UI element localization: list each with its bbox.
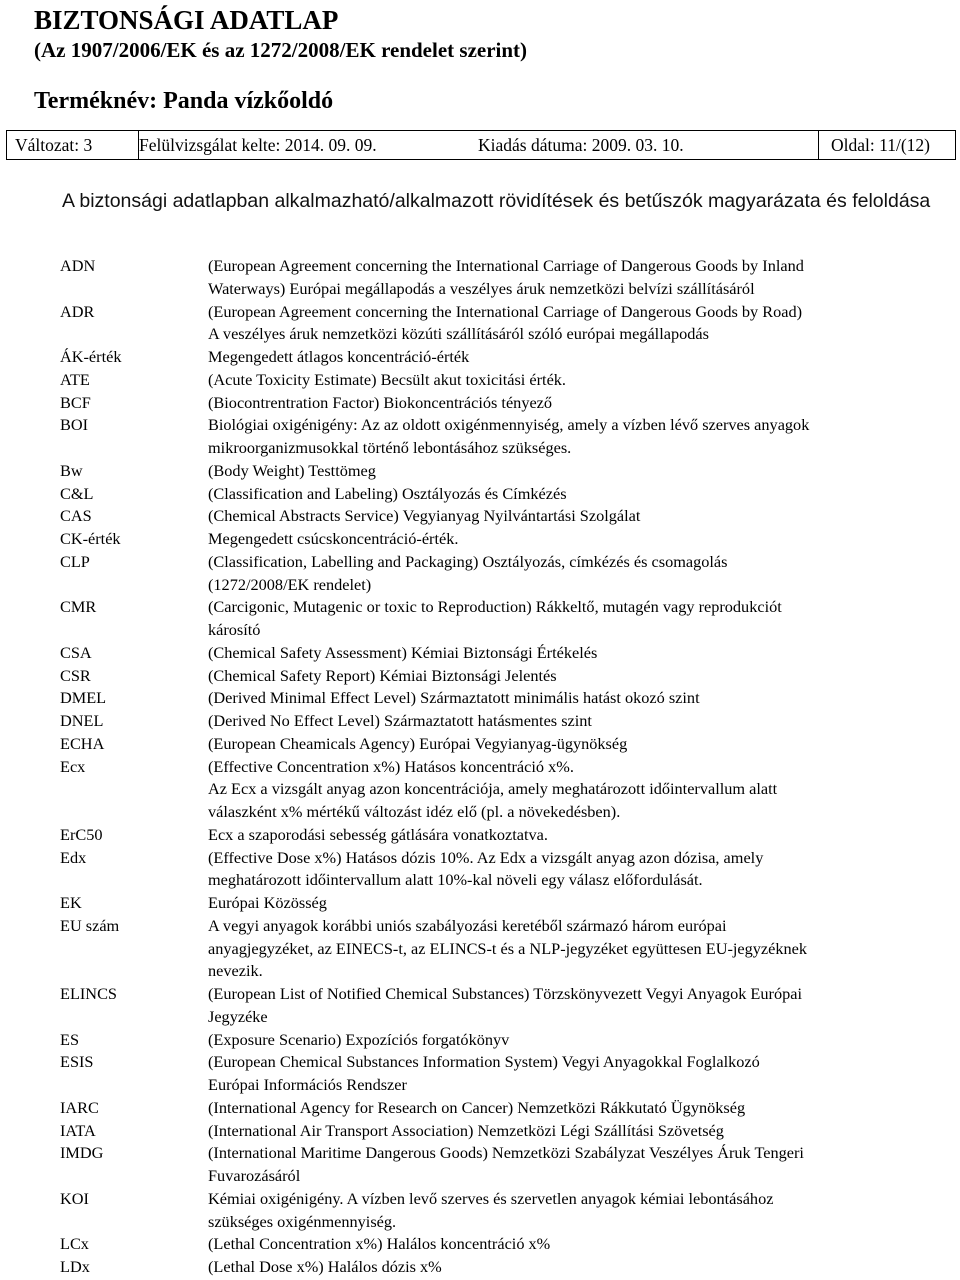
abbreviation-term: BOI	[60, 415, 89, 435]
abbreviation-definition	[208, 1097, 948, 1120]
abbreviation-definition	[208, 1256, 948, 1279]
abbreviation-definition	[208, 1188, 948, 1234]
definition-line: (Classification and Labeling) Osztályozás és Címkézés	[208, 483, 567, 503]
abbreviation-definition	[208, 414, 948, 460]
abbreviation-term: Edx	[60, 847, 87, 867]
abbreviation-definition	[208, 892, 948, 915]
section-title: A biztonsági adatlapban alkalmazható/alkalmazott rövidítések és betűszók magyarázata és feloldása	[62, 190, 931, 212]
abbreviation-definition	[208, 847, 948, 893]
glossary-row	[0, 1188, 960, 1234]
glossary-row	[0, 687, 960, 710]
definition-line: (Exposure Scenario) Expozíciós forgatókönyv	[208, 1029, 510, 1049]
abbreviation-definition	[208, 915, 948, 983]
definition-line: (Acute Toxicity Estimate) Becsült akut toxicitási érték.	[208, 369, 567, 389]
glossary-row	[0, 505, 960, 528]
definition-line: Waterways) Európai megállapodás a veszélyes áruk nemzetközi belvízi szállításáról	[208, 278, 755, 298]
abbreviation-definition	[208, 346, 948, 369]
abbreviation-term: EK	[60, 893, 82, 912]
abbreviation-term: ADR	[60, 301, 95, 321]
glossary-row	[0, 710, 960, 733]
glossary-row	[0, 596, 960, 642]
abbreviation-definition	[208, 369, 948, 392]
abbreviation-term: Bw	[60, 460, 83, 480]
definition-line: meghatározott időintervallum alatt 10%-kal növeli egy válasz előfordulását.	[208, 870, 703, 890]
definition-line: (European Cheamicals Agency) Európai Vegyianyag-ügynökség	[208, 733, 628, 753]
document-subtitle: (Az 1907/2006/EK és az 1272/2008/EK rendelet szerint)	[34, 38, 528, 62]
abbreviation-term: ECHA	[60, 733, 105, 753]
definition-line: (Classification, Labelling and Packaging) Osztályozás, címkézés és csomagolás	[208, 551, 728, 571]
definition-line: (International Air Transport Association) Nemzetközi Légi Szállítási Szövetség	[208, 1120, 724, 1140]
abbreviation-term: BCF	[60, 392, 91, 412]
definition-line: (Biocontrentration Factor) Biokoncentrációs tényező	[208, 392, 553, 412]
abbreviation-term: Ecx	[60, 756, 86, 776]
glossary-row	[0, 460, 960, 483]
abbreviation-term: LDx	[60, 1257, 90, 1276]
glossary-row	[0, 824, 960, 847]
abbreviation-term: ErC50	[60, 824, 103, 844]
abbreviation-definition	[208, 756, 948, 824]
abbreviation-definition	[208, 1051, 948, 1097]
glossary-row	[0, 847, 960, 893]
definition-line: (European Agreement concerning the International Carriage of Dangerous Goods by Road)	[208, 301, 803, 321]
definition-line: A veszélyes áruk nemzetközi közúti szállításáról szóló európai megállapodás	[208, 324, 709, 344]
abbreviation-definition	[208, 1120, 948, 1143]
glossary-row	[0, 1120, 960, 1143]
glossary-row	[0, 1256, 960, 1279]
definition-line: (Body Weight) Testtömeg	[208, 460, 376, 480]
definition-line: (Carcigonic, Mutagenic or toxic to Reproduction) Rákkeltő, mutagén vagy reprodukciót	[208, 597, 782, 617]
glossary-row	[0, 301, 960, 347]
glossary-row	[0, 733, 960, 756]
abbreviation-definition	[208, 687, 948, 710]
glossary-row	[0, 892, 960, 915]
abbreviation-definition	[208, 596, 948, 642]
abbreviation-term: DMEL	[60, 688, 107, 708]
abbreviation-term: IATA	[60, 1120, 96, 1140]
definition-line: (Lethal Dose x%) Halálos dózis x%	[208, 1257, 442, 1276]
definition-line: (Chemical Safety Assessment) Kémiai Biztonsági Értékelés	[208, 642, 598, 662]
abbreviation-definition	[208, 824, 948, 847]
glossary-row	[0, 642, 960, 665]
abbreviation-glossary	[0, 255, 960, 1279]
abbreviation-term: IMDG	[60, 1143, 104, 1163]
definition-line: (Chemical Abstracts Service) Vegyianyag Nyilvántartási Szolgálat	[208, 506, 641, 526]
glossary-row	[0, 1051, 960, 1097]
definition-line: (International Maritime Dangerous Goods) Nemzetközi Szabályzat Veszélyes Áruk Tengeri	[208, 1143, 804, 1163]
glossary-row	[0, 551, 960, 597]
definition-line: Ecx a szaporodási sebesség gátlására vonatkoztatva.	[208, 824, 548, 844]
definition-line: Fuvarozásáról	[208, 1166, 301, 1185]
glossary-row	[0, 1097, 960, 1120]
abbreviation-definition	[208, 483, 948, 506]
definition-line: (International Agency for Research on Cancer) Nemzetközi Rákkutató Ügynökség	[208, 1097, 746, 1117]
definition-line: (European Chemical Substances Information System) Vegyi Anyagokkal Foglalkozó	[208, 1052, 760, 1072]
version-cell	[7, 134, 138, 156]
abbreviation-definition	[208, 665, 948, 688]
definition-line: Megengedett csúcskoncentráció-érték.	[208, 529, 459, 548]
abbreviation-definition	[208, 528, 948, 551]
abbreviation-definition	[208, 1233, 948, 1256]
definition-line: (European List of Notified Chemical Substances) Törzskönyvezett Vegyi Anyagok Európai	[208, 984, 802, 1003]
revision-date-text: Felülvizsgálat kelte: 2014. 09. 09.	[139, 135, 377, 155]
definition-line: Európai Közösség	[208, 893, 327, 912]
abbreviation-term: CMR	[60, 597, 97, 617]
glossary-row	[0, 528, 960, 551]
abbreviation-term: CAS	[60, 506, 92, 526]
glossary-row	[0, 1029, 960, 1052]
abbreviation-term: KOI	[60, 1188, 89, 1208]
abbreviation-term: CSA	[60, 642, 92, 662]
definition-line: (Derived No Effect Level) Származtatott hatásmentes szint	[208, 711, 592, 730]
glossary-row	[0, 1142, 960, 1188]
glossary-row	[0, 665, 960, 688]
definition-line: Az Ecx a vizsgált anyag azon koncentrációja, amely meghatározott időintervallum alatt	[208, 779, 778, 799]
abbreviation-definition	[208, 983, 948, 1029]
abbreviation-definition	[208, 392, 948, 415]
definition-line: (European Agreement concerning the International Carriage of Dangerous Goods by Inland	[208, 256, 804, 275]
abbreviation-term: IARC	[60, 1097, 99, 1117]
glossary-row	[0, 1233, 960, 1256]
abbreviation-definition	[208, 642, 948, 665]
abbreviation-term: DNEL	[60, 711, 104, 730]
glossary-row	[0, 983, 960, 1029]
definition-line: (Effective Concentration x%) Hatásos koncentráció x%.	[208, 756, 574, 776]
abbreviation-term: ATE	[60, 369, 90, 389]
abbreviation-definition	[208, 505, 948, 528]
glossary-row	[0, 369, 960, 392]
definition-line: A vegyi anyagok korábbi uniós szabályozási keretéből származó három európai	[208, 915, 727, 935]
abbreviation-definition	[208, 1142, 948, 1188]
abbreviation-term: EU szám	[60, 915, 120, 935]
definition-line: szükséges oxigénmennyiség.	[208, 1211, 397, 1231]
definition-line: Biológiai oxigénigény: Az az oldott oxigénmennyiség, amely a vízben lévő szerves anyagok	[208, 415, 810, 435]
abbreviation-definition	[208, 733, 948, 756]
abbreviation-definition	[208, 460, 948, 483]
definition-line: (Lethal Concentration x%) Halálos koncentráció x%	[208, 1234, 551, 1254]
revision-cell	[138, 131, 478, 159]
definition-line: mikroorganizmusokkal történő lebontásához szükséges.	[208, 438, 572, 457]
abbreviation-definition	[208, 1029, 948, 1052]
definition-line: Jegyzéke	[208, 1006, 268, 1026]
glossary-row	[0, 255, 960, 301]
glossary-row	[0, 756, 960, 824]
abbreviation-definition	[208, 710, 948, 733]
glossary-row	[0, 346, 960, 369]
glossary-row	[0, 414, 960, 460]
definition-line: nevezik.	[208, 961, 263, 981]
abbreviation-definition	[208, 255, 948, 301]
document-meta-bar	[6, 130, 956, 160]
abbreviation-definition	[208, 551, 948, 597]
glossary-row	[0, 915, 960, 983]
abbreviation-term: C&L	[60, 483, 94, 503]
issue-cell	[478, 131, 818, 159]
definition-line: (Chemical Safety Report) Kémiai Biztonsági Jelentés	[208, 665, 557, 685]
page-number-text: Oldal: 11/(12)	[831, 135, 930, 155]
abbreviation-term: LCx	[60, 1234, 89, 1254]
abbreviation-term: ESIS	[60, 1052, 94, 1072]
definition-line: (Derived Minimal Effect Level) Származtatott minimális hatást okozó szint	[208, 688, 700, 708]
definition-line: Európai Információs Rendszer	[208, 1075, 407, 1094]
abbreviation-term: ELINCS	[60, 984, 117, 1003]
abbreviation-term: CK-érték	[60, 529, 121, 548]
document-title: BIZTONSÁGI ADATLAP	[34, 5, 339, 35]
definition-line: Kémiai oxigénigény. A vízben levő szerves és szervetlen anyagok kémiai lebontásához	[208, 1188, 774, 1208]
abbreviation-term: ES	[60, 1029, 80, 1049]
definition-line: (1272/2008/EK rendelet)	[208, 574, 372, 594]
abbreviation-term: CSR	[60, 665, 91, 685]
glossary-row	[0, 392, 960, 415]
definition-line: károsító	[208, 620, 261, 639]
version-text: Változat: 3	[15, 135, 93, 155]
glossary-row	[0, 483, 960, 506]
product-name: Terméknév: Panda vízkőoldó	[34, 88, 334, 114]
abbreviation-term: CLP	[60, 551, 90, 571]
definition-line: anyagjegyzéket, az EINECS-t, az ELINCS-t és a NLP-jegyzéket együttesen EU-jegyzéknek	[208, 938, 808, 958]
abbreviation-definition	[208, 301, 948, 347]
definition-line: Megengedett átlagos koncentráció-érték	[208, 347, 470, 366]
definition-line: válaszként x% mértékű változást idéz elő (pl. a növekedésben).	[208, 802, 621, 821]
definition-line: (Effective Dose x%) Hatásos dózis 10%. Az Edx a vizsgált anyag azon dózisa, amely	[208, 847, 764, 867]
abbreviation-term: ÁK-érték	[60, 347, 122, 366]
issue-date-text: Kiadás dátuma: 2009. 03. 10.	[478, 135, 684, 155]
page-cell	[818, 131, 955, 159]
abbreviation-term: ADN	[60, 256, 96, 275]
